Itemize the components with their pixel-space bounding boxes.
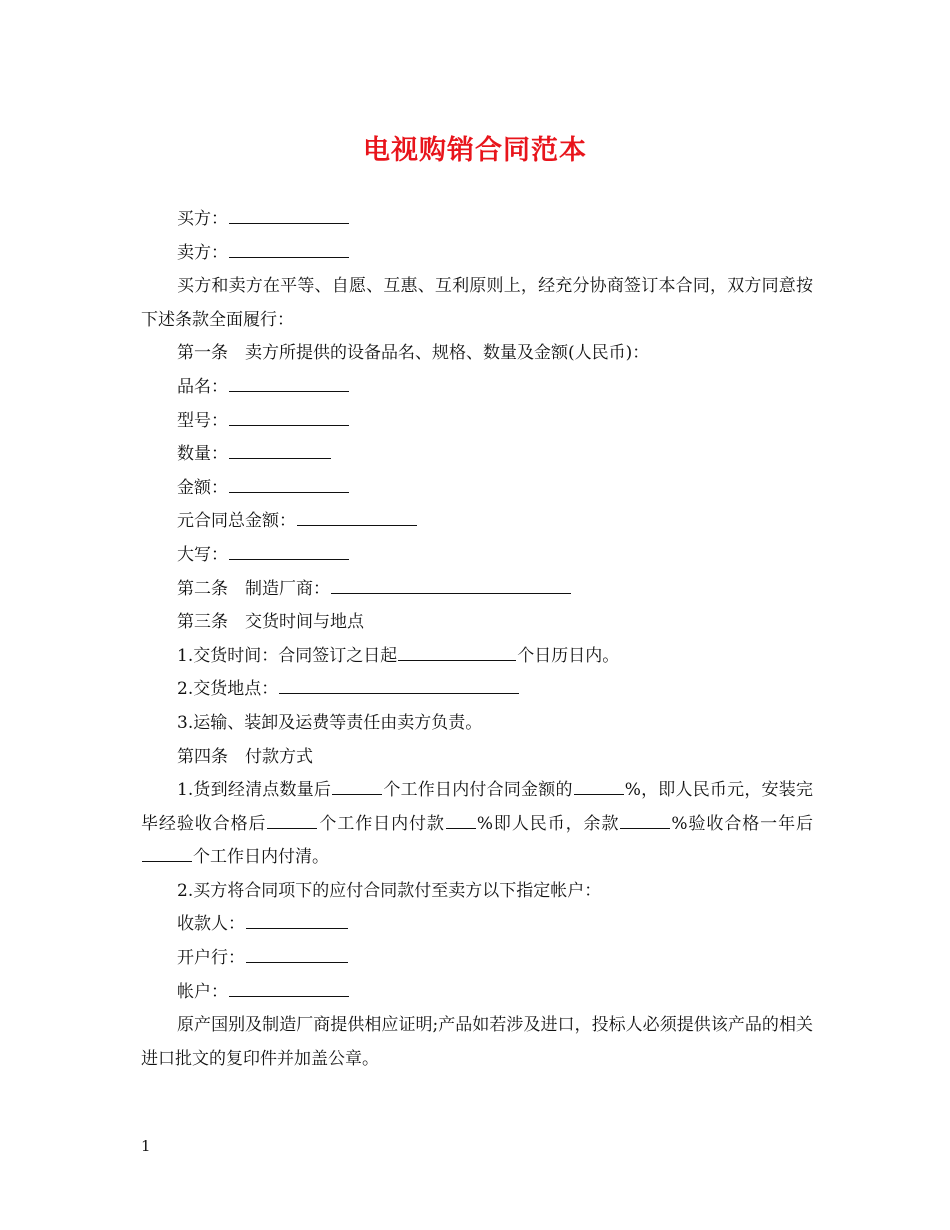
account-label: 帐户：: [177, 981, 228, 1002]
total-amount-line: [141, 505, 813, 539]
buyer-blank: [229, 206, 349, 224]
delivery-time-suffix: 个日历日内。: [517, 645, 620, 666]
article-4-heading: 第四条 付款方式: [177, 746, 313, 767]
quantity-blank: [229, 441, 331, 459]
buyer-label: 买方：: [177, 209, 228, 229]
total-amount-label: 元合同总金额：: [177, 511, 296, 532]
payment-clause-1-part-c: %，即人民币元，安装完毕经验收合格后: [141, 780, 813, 834]
model-label: 型号：: [177, 410, 228, 431]
capital-line: [141, 539, 813, 573]
payment-clause-1-part-e: %即人民币，余款: [476, 813, 620, 834]
origin-paragraph: 原产国别及制造厂商提供相应证明;产品如若涉及进口，投标人必须提供该产品的相关进口批文的复印件并加盖公章。: [141, 1015, 813, 1069]
buyer-line: [141, 203, 813, 237]
seller-label: 卖方：: [177, 242, 228, 263]
payment-clause-2: 2.买方将合同项下的应付合同款付至卖方以下指定帐户：: [177, 880, 602, 901]
payee-label: 收款人：: [177, 914, 245, 935]
total-amount-blank: [297, 508, 417, 526]
payment-clause-1-part-b: 个工作日内付合同金额的: [383, 780, 573, 801]
article-2-line: [141, 573, 813, 607]
delivery-days-blank: [398, 643, 516, 661]
amount-label: 金额：: [177, 477, 228, 498]
product-name-line: [141, 371, 813, 405]
article-1-heading: 第一条 卖方所提供的设备品名、规格、数量及金额(人民币)：: [177, 343, 650, 364]
payment-clause-1-part-a: 1.货到经清点数量后: [177, 780, 332, 801]
product-name-blank: [229, 374, 349, 392]
product-name-label: 品名：: [177, 376, 228, 397]
amount-blank: [229, 475, 349, 493]
payment-days-blank-3: [142, 844, 192, 862]
contract-body: [141, 203, 813, 1076]
account-line: [141, 976, 813, 1010]
capital-label: 大写：: [177, 544, 228, 565]
delivery-time-label: 1.交货时间：合同签订之日起: [177, 645, 398, 666]
bank-line: [141, 942, 813, 976]
bank-label: 开户行：: [177, 948, 245, 969]
article-2-label: 第二条 制造厂商：: [177, 578, 330, 599]
delivery-place-line: [141, 673, 813, 707]
account-blank: [229, 979, 349, 997]
delivery-place-label: 2.交货地点：: [177, 679, 279, 700]
payment-days-blank-2: [267, 811, 317, 829]
payment-percent-blank-1: [574, 777, 624, 795]
quantity-label: 数量：: [177, 444, 228, 465]
delivery-place-blank: [279, 676, 519, 694]
quantity-line: [141, 438, 813, 472]
payment-clause-1-part-d: 个工作日内付款: [318, 813, 445, 834]
manufacturer-blank: [331, 576, 571, 594]
delivery-time-line: [141, 640, 813, 674]
payment-days-blank-1: [332, 777, 382, 795]
payment-clause-1: [141, 774, 813, 875]
page-number: 1: [141, 1137, 151, 1155]
capital-blank: [229, 542, 349, 560]
payment-percent-blank-3: [620, 811, 670, 829]
amount-line: [141, 472, 813, 506]
payment-percent-blank-2: [446, 811, 476, 829]
model-blank: [229, 408, 349, 426]
payee-line: [141, 908, 813, 942]
intro-paragraph: 买方和卖方在平等、自愿、互惠、互利原则上，经充分协商签订本合同，双方同意按下述条款全面履行：: [141, 276, 813, 330]
article-3-heading: 第三条 交货时间与地点: [177, 612, 364, 633]
model-line: [141, 405, 813, 439]
transport-line: 3.运输、装卸及运费等责任由卖方负责。: [177, 712, 483, 733]
bank-blank: [246, 945, 348, 963]
document-title: 电视购销合同范本: [363, 135, 587, 166]
seller-blank: [229, 240, 349, 258]
seller-line: [141, 237, 813, 271]
payment-clause-1-part-g: 个工作日内付清。: [193, 847, 329, 868]
payee-blank: [246, 911, 348, 929]
payment-clause-1-part-f: %验收合格一年后: [671, 813, 814, 834]
